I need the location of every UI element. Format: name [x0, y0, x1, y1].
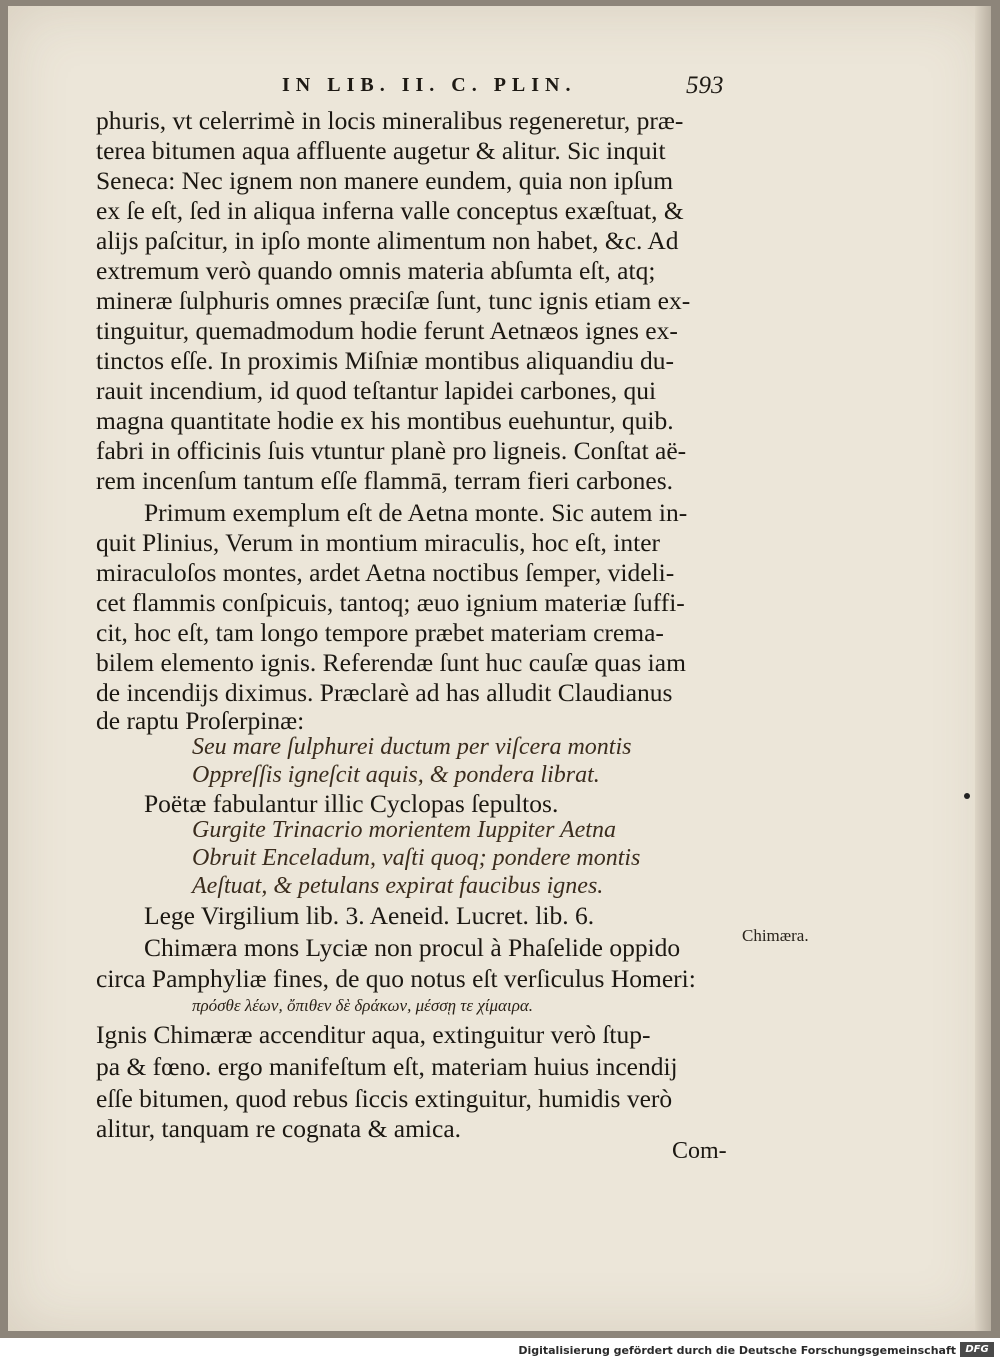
text-line: mineræ ſulphuris omnes præciſæ ſunt, tunc ignis etiam ex-: [96, 286, 691, 315]
text-line: ex ſe eſt, ſed in aliqua inferna valle conceptus exæſtuat, &: [96, 196, 684, 225]
dfg-credit: Digitalisierung gefördert durch die Deutsche Forschungsgemeinschaft: [518, 1344, 956, 1357]
text-line: fabri in officinis ſuis vtuntur planè pro ligneis. Conſtat aë-: [96, 436, 687, 465]
text-line: phuris, vt celerrimè in locis mineralibus regeneretur, præ-: [96, 106, 684, 135]
text-line: extremum verò quando omnis materia abſumta eſt, atq;: [96, 256, 656, 285]
verse-line: Gurgite Trinacrio morientem Iuppiter Aetna: [192, 817, 616, 843]
text-line: tinctos eſſe. In proximis Miſniæ montibus aliquandiu du-: [96, 346, 674, 375]
dfg-logo-icon: DFG: [960, 1342, 994, 1357]
verse-line: Obruit Enceladum, vaſti quoq; pondere montis: [192, 845, 641, 871]
catchword: Com-: [672, 1138, 727, 1164]
text-line: magna quantitate hodie ex his montibus euehuntur, quib.: [96, 406, 674, 435]
text-line: rauit incendium, id quod teſtantur lapidei carbones, qui: [96, 376, 657, 405]
verse-line: Aeſtuat, & petulans expirat faucibus ignes.: [192, 873, 604, 899]
text-line: circa Pamphyliæ fines, de quo notus eſt verſiculus Homeri:: [96, 964, 696, 993]
text-line: cit, hoc eſt, tam longo tempore præbet materiam crema-: [96, 618, 664, 647]
verse-line: Seu mare ſulphurei ductum per viſcera montis: [192, 734, 632, 760]
text-line: quit Plinius, Verum in montium miraculis, hoc eſt, inter: [96, 528, 661, 557]
text-line: de incendijs diximus. Præclarè ad has alludit Claudianus: [96, 678, 673, 707]
text-line: eſſe bitumen, quod rebus ſiccis extinguitur, humidis verò: [96, 1084, 673, 1113]
text-line: terea bitumen aqua affluente augetur & alitur. Sic inquit: [96, 136, 666, 165]
text-line: alitur, tanquam re cognata & amica.: [96, 1114, 462, 1143]
digitization-footer: [0, 1338, 1000, 1362]
margin-note: Chimæra.: [742, 926, 809, 945]
greek-verse-line: πρόσθε λέων, ὄπιθεν δὲ δράκων, μέσσῃ τε χίμαιρα.: [192, 996, 534, 1015]
text-line: alijs paſcitur, in ipſo monte alimentum non habet, &c. Ad: [96, 226, 679, 255]
text-line: rem incenſum tantum eſſe flammā, terram fieri carbones.: [96, 466, 674, 495]
text-line: Seneca: Nec ignem non manere eundem, quia non ipſum: [96, 166, 674, 195]
text-line: de raptu Proſerpinæ:: [96, 706, 305, 735]
text-line: Lege Virgilium lib. 3. Aeneid. Lucret. lib. 6.: [144, 901, 595, 930]
running-head: IN LIB. II. C. PLIN.: [282, 74, 577, 96]
page-edge: [975, 6, 991, 1331]
text-line: Primum exemplum eſt de Aetna monte. Sic autem in-: [144, 498, 688, 527]
page-number: 593: [686, 72, 724, 99]
text-line: Poëtæ fabulantur illic Cyclopas ſepultos.: [144, 789, 559, 818]
text-line: Ignis Chimæræ accenditur aqua, extinguitur verò ſtup-: [96, 1020, 651, 1049]
text-line: tinguitur, quemadmodum hodie ferunt Aetnæos ignes ex-: [96, 316, 678, 345]
ink-mark: [964, 793, 970, 799]
page-header: [282, 72, 742, 106]
text-line: miraculoſos montes, ardet Aetna noctibus ſemper, videli-: [96, 558, 675, 587]
text-line: Chimæra mons Lyciæ non procul à Phaſelide oppido: [144, 933, 681, 962]
text-line: bilem elemento ignis. Referendæ ſunt huc cauſæ quas iam: [96, 648, 686, 677]
text-line: pa & fœno. ergo manifeſtum eſt, materiam huius incendij: [96, 1052, 678, 1081]
verse-line: Oppreſſis igneſcit aquis, & pondera librat.: [192, 762, 600, 788]
text-line: cet flammis conſpicuis, tantoq; æuo ignium materiæ ſuffi-: [96, 588, 685, 617]
